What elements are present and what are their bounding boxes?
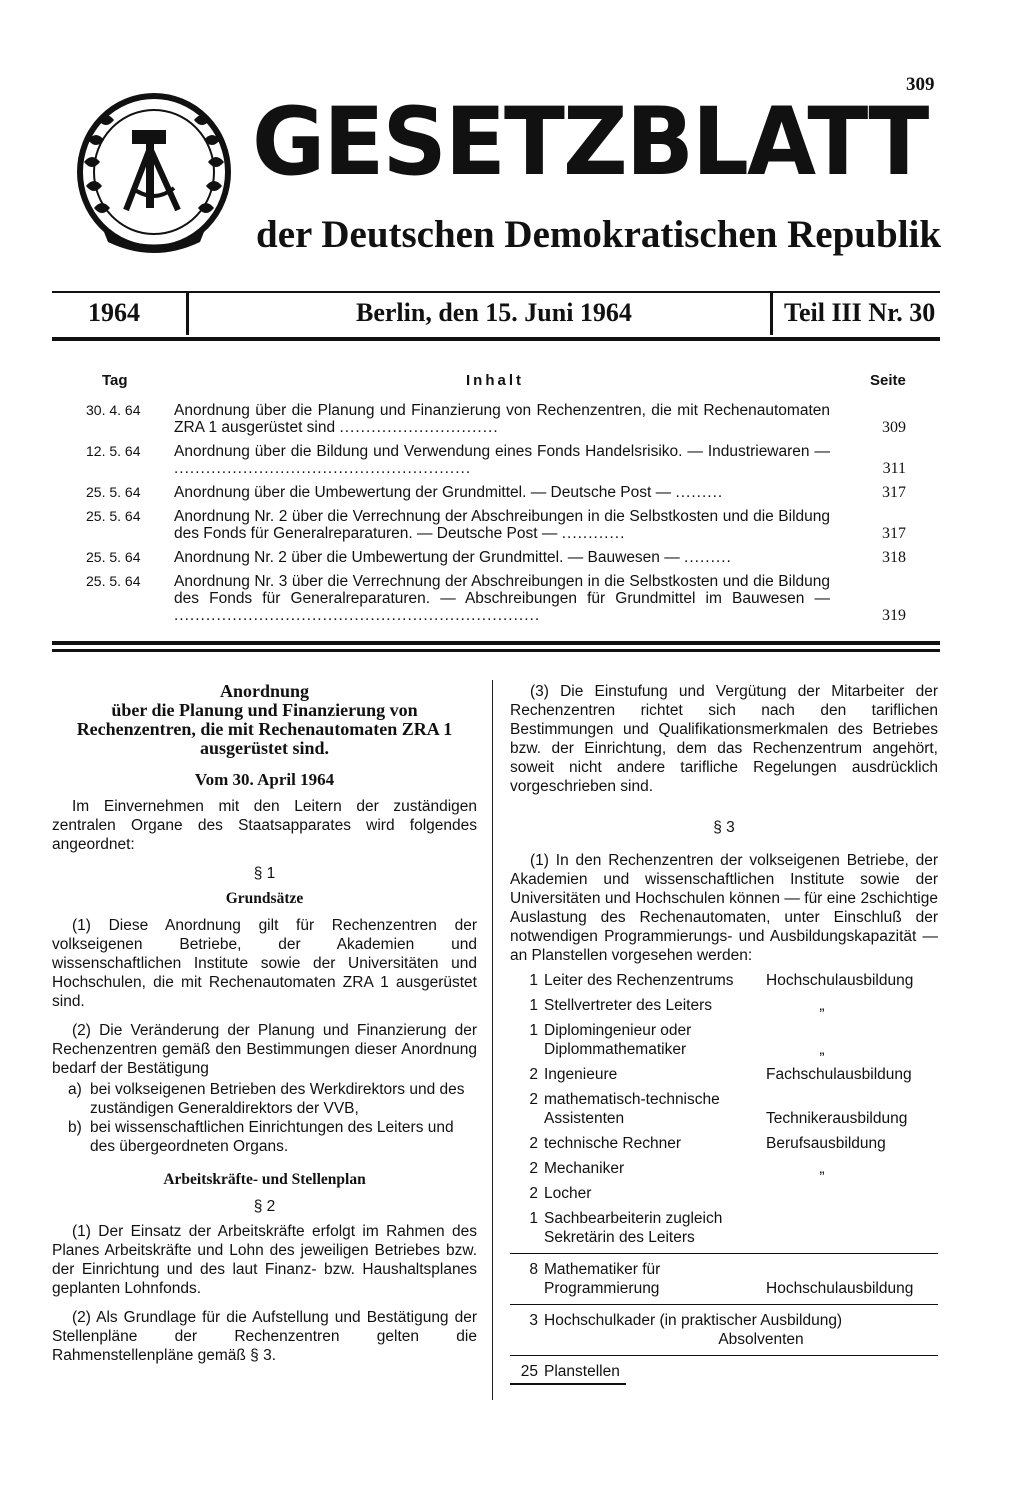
state-emblem-icon bbox=[74, 92, 234, 257]
staff-role: mathematisch-technische Assistenten bbox=[544, 1091, 720, 1127]
paragraph: (1) Der Einsatz der Arbeitskräfte erfolgt im Rahmen des Planes Arbeitskräfte und Lohn des jeweiligen Betriebes bzw. der Einrichtung und des laut Finanz- bzw. Haushaltsplanes geplanten Lohnfonds. bbox=[52, 1223, 477, 1297]
right-column bbox=[510, 682, 938, 1391]
page-number: 309 bbox=[906, 74, 935, 95]
toc-list bbox=[84, 402, 920, 631]
staff-qualification: Hochschulausbildung bbox=[766, 1280, 914, 1297]
toc-page: 317 bbox=[882, 484, 906, 501]
staff-count: 1 bbox=[529, 1022, 538, 1039]
staff-row bbox=[510, 971, 938, 990]
toc-entry: 25. 5. 64 Anordnung über die Umbewertung der Grundmittel. — Deutsche Post — ......... 317 bbox=[86, 484, 906, 501]
staff-count: 1 bbox=[529, 972, 538, 989]
toc-page: 317 bbox=[882, 525, 906, 542]
ordinance-title-line: über die Planung und Finanzierung von bbox=[111, 700, 418, 720]
staff-count: 1 bbox=[529, 997, 538, 1014]
staff-role: technische Rechner bbox=[544, 1135, 681, 1152]
toc-page: 311 bbox=[882, 460, 906, 477]
staff-row bbox=[510, 1260, 938, 1298]
toc-bottom-rule bbox=[52, 641, 940, 645]
staff-qualification: Technikerausbildung bbox=[766, 1110, 908, 1127]
intro-paragraph: Im Einvernehmen mit den Leitern der zuständigen zentralen Organe des Staatsapparates wird folgendes angeordnet: bbox=[52, 798, 477, 853]
list-text: bei wissenschaftlichen Einrichtungen des Leiters und des übergeordneten Organs. bbox=[90, 1119, 454, 1155]
toc-column-page: Seite bbox=[870, 372, 906, 389]
staff-count: 2 bbox=[529, 1091, 538, 1108]
staff-total-row bbox=[510, 1362, 626, 1385]
staff-role: Mathematiker für Programmierung bbox=[544, 1261, 661, 1297]
staff-count: 2 bbox=[529, 1185, 538, 1202]
ordinance-date: Vom 30. April 1964 bbox=[194, 770, 335, 789]
masthead-subtitle: der Deutschen Demokratischen Republik bbox=[256, 213, 942, 256]
staff-separator bbox=[510, 1253, 938, 1254]
toc-title: Anordnung über die Bildung und Verwendung eines Fonds Handelsrisiko. — Industriewaren — bbox=[174, 443, 830, 460]
staff-separator bbox=[510, 1304, 938, 1305]
staff-qualification: Absolventen bbox=[718, 1331, 804, 1348]
toc-title: Anordnung Nr. 2 über die Verrechnung der Abschreibungen in die Selbstkosten und die Bildung des Fonds für Generalreparaturen. — Deutsche Post — bbox=[174, 508, 830, 542]
ordinance-title-line: ausgerüstet sind. bbox=[199, 738, 329, 758]
staff-qualification: „ bbox=[819, 1160, 825, 1177]
section-mark: § 2 bbox=[253, 1198, 276, 1215]
staff-role: Locher bbox=[544, 1185, 592, 1202]
column-divider bbox=[492, 680, 493, 1400]
staff-role: Hochschulkader (in praktischer Ausbildung) bbox=[544, 1312, 843, 1329]
staff-role: Diplomingenieur oder Diplommathematiker bbox=[544, 1022, 692, 1058]
staff-count: 2 bbox=[529, 1066, 538, 1083]
staff-qualification: Berufsausbildung bbox=[766, 1135, 886, 1152]
paragraph: (1) In den Rechenzentren der volkseigenen Betriebe, der Akademien und wissenschaftlichen Institute sowie der Universitäten und Hochschulen können — für eine 2schichtige Auslastung des Rechenautomaten, unter Einschluß der notwendigen Programmierungs- und Ausbildungskapazität — an Planstellen vorgesehen werden: bbox=[510, 852, 938, 964]
staff-total-label: Planstellen bbox=[544, 1363, 620, 1380]
staff-row bbox=[510, 1021, 938, 1059]
issue-part: Teil III Nr. 30 bbox=[784, 298, 936, 327]
left-column bbox=[52, 682, 477, 1375]
toc-date: 25. 5. 64 bbox=[86, 508, 141, 524]
staff-row bbox=[510, 1065, 938, 1084]
list-label: a) bbox=[68, 1081, 82, 1098]
toc-column-day: Tag bbox=[102, 372, 128, 389]
staff-row bbox=[510, 1209, 938, 1247]
staff-qualification: Hochschulausbildung bbox=[766, 972, 914, 989]
toc-bottom-rule-2 bbox=[52, 649, 940, 652]
staff-table bbox=[510, 971, 938, 1385]
staff-count: 1 bbox=[529, 1210, 538, 1227]
list-label: b) bbox=[68, 1119, 82, 1136]
staff-qualification: „ bbox=[819, 997, 825, 1014]
toc-date: 25. 5. 64 bbox=[86, 484, 141, 500]
section-heading: Grundsätze bbox=[225, 890, 304, 907]
toc-title: Anordnung über die Planung und Finanzierung von Rechenzentren, die mit Rechenautomaten ZRA 1 ausgerüstet sind bbox=[174, 402, 830, 436]
toc-title: Anordnung Nr. 3 über die Verrechnung der Abschreibungen in die Selbstkosten und die Bildung des Fonds für Generalreparaturen. — Abschreibungen für Grundmittel im Bauwesen — bbox=[174, 573, 830, 607]
staff-qualification: Fachschulausbildung bbox=[766, 1066, 912, 1083]
issue-divider bbox=[770, 293, 773, 335]
toc-entry: 30. 4. 64 Anordnung über die Planung und Finanzierung von Rechenzentren, die mit Rechenautomaten ZRA 1 ausgerüstet sind .............................. 309 bbox=[86, 402, 906, 436]
toc-entry: 12. 5. 64 Anordnung über die Bildung und Verwendung eines Fonds Handelsrisiko. — Industriewaren — ........................................................ 311 bbox=[86, 443, 906, 477]
staff-count: 2 bbox=[529, 1135, 538, 1152]
toc-entry: 25. 5. 64 Anordnung Nr. 2 über die Umbewertung der Grundmittel. — Bauwesen — ......... 318 bbox=[86, 549, 906, 566]
staff-total-count: 25 bbox=[520, 1363, 538, 1380]
toc-date: 25. 5. 64 bbox=[86, 573, 141, 589]
staff-separator bbox=[510, 1355, 938, 1356]
toc-date: 30. 4. 64 bbox=[86, 402, 141, 418]
toc-column-content: Inhalt bbox=[466, 372, 524, 389]
ordinance-title-line: Rechenzentren, die mit Rechenautomaten ZRA 1 bbox=[76, 719, 453, 739]
staff-role: Ingenieure bbox=[544, 1066, 618, 1083]
ordinance-title-line: Anordnung bbox=[219, 681, 310, 701]
issue-divider bbox=[186, 293, 189, 335]
toc-page: 318 bbox=[882, 549, 906, 566]
toc-entry: 25. 5. 64 Anordnung Nr. 3 über die Verrechnung der Abschreibungen in die Selbstkosten und die Bildung des Fonds für Generalreparaturen. — Abschreibungen für Grundmittel im Bauwesen — ..................................................................... 319 bbox=[86, 573, 906, 624]
issue-date: Berlin, den 15. Juni 1964 bbox=[356, 298, 632, 327]
staff-role: Sachbearbeiterin zugleich Sekretärin des Leiters bbox=[544, 1210, 723, 1246]
paragraph: (3) Die Einstufung und Vergütung der Mitarbeiter der Rechenzentren richtet sich nach den tariflichen Bestimmungen und Qualifikationsmerkmalen des Betriebes bzw. der Einrichtung, dem das Rechenzentrum angehört, soweit nicht andere tarifliche Regelungen ausdrücklich vorgeschrieben sind. bbox=[510, 683, 938, 795]
staff-qualification bbox=[766, 1184, 938, 1203]
staff-count: 8 bbox=[529, 1261, 538, 1278]
toc-title: Anordnung über die Umbewertung der Grundmittel. — Deutsche Post — bbox=[174, 484, 672, 501]
staff-row bbox=[510, 1134, 938, 1153]
ordinance-title bbox=[52, 682, 477, 758]
staff-row bbox=[510, 1159, 938, 1178]
list-text: bei volkseigenen Betrieben des Werkdirektors und des zuständigen Generaldirektors der VVB, bbox=[90, 1081, 465, 1117]
toc-page: 319 bbox=[882, 607, 906, 624]
staff-role: Stellvertreter des Leiters bbox=[544, 997, 712, 1014]
paragraph: (2) Die Veränderung der Planung und Finanzierung der Rechenzentren gemäß den Bestimmungen dieser Anordnung bedarf der Bestätigung bbox=[52, 1022, 477, 1077]
toc-date: 12. 5. 64 bbox=[86, 443, 141, 459]
staff-role: Leiter des Rechenzentrums bbox=[544, 972, 734, 989]
issue-year: 1964 bbox=[88, 298, 140, 327]
masthead-title: GESETZBLATT bbox=[252, 88, 928, 197]
section-heading: Arbeitskräfte- und Stellenplan bbox=[163, 1171, 366, 1188]
staff-row bbox=[510, 1090, 938, 1128]
section-mark: § 3 bbox=[713, 819, 735, 836]
section-mark: § 1 bbox=[253, 865, 276, 882]
toc-page: 309 bbox=[882, 419, 906, 436]
list-item bbox=[68, 1080, 477, 1118]
staff-qualification bbox=[766, 1209, 938, 1247]
staff-row bbox=[510, 1184, 938, 1203]
staff-count: 2 bbox=[529, 1160, 538, 1177]
toc-title: Anordnung Nr. 2 über die Umbewertung der Grundmittel. — Bauwesen — bbox=[174, 549, 680, 566]
paragraph: (2) Als Grundlage für die Aufstellung und Bestätigung der Stellenpläne der Rechenzentren gelten die Rahmenstellenpläne gemäß § 3. bbox=[52, 1309, 477, 1364]
issue-bottom-rule bbox=[52, 337, 940, 341]
staff-count: 3 bbox=[529, 1312, 538, 1329]
staff-row bbox=[510, 996, 938, 1015]
staff-row bbox=[510, 1311, 938, 1349]
toc-date: 25. 5. 64 bbox=[86, 549, 141, 565]
paragraph: (1) Diese Anordnung gilt für Rechenzentren der volkseigenen Betriebe, der Akademien und wissenschaftlichen Institute sowie der Universitäten und Hochschulen, die mit Rechenautomaten ZRA 1 ausgerüstet sind. bbox=[52, 917, 477, 1010]
toc-entry: 25. 5. 64 Anordnung Nr. 2 über die Verrechnung der Abschreibungen in die Selbstkosten und die Bildung des Fonds für Generalreparaturen. — Deutsche Post — ............ 317 bbox=[86, 508, 906, 542]
list-item bbox=[68, 1118, 477, 1156]
staff-qualification: „ bbox=[819, 1041, 825, 1058]
staff-role: Mechaniker bbox=[544, 1160, 625, 1177]
